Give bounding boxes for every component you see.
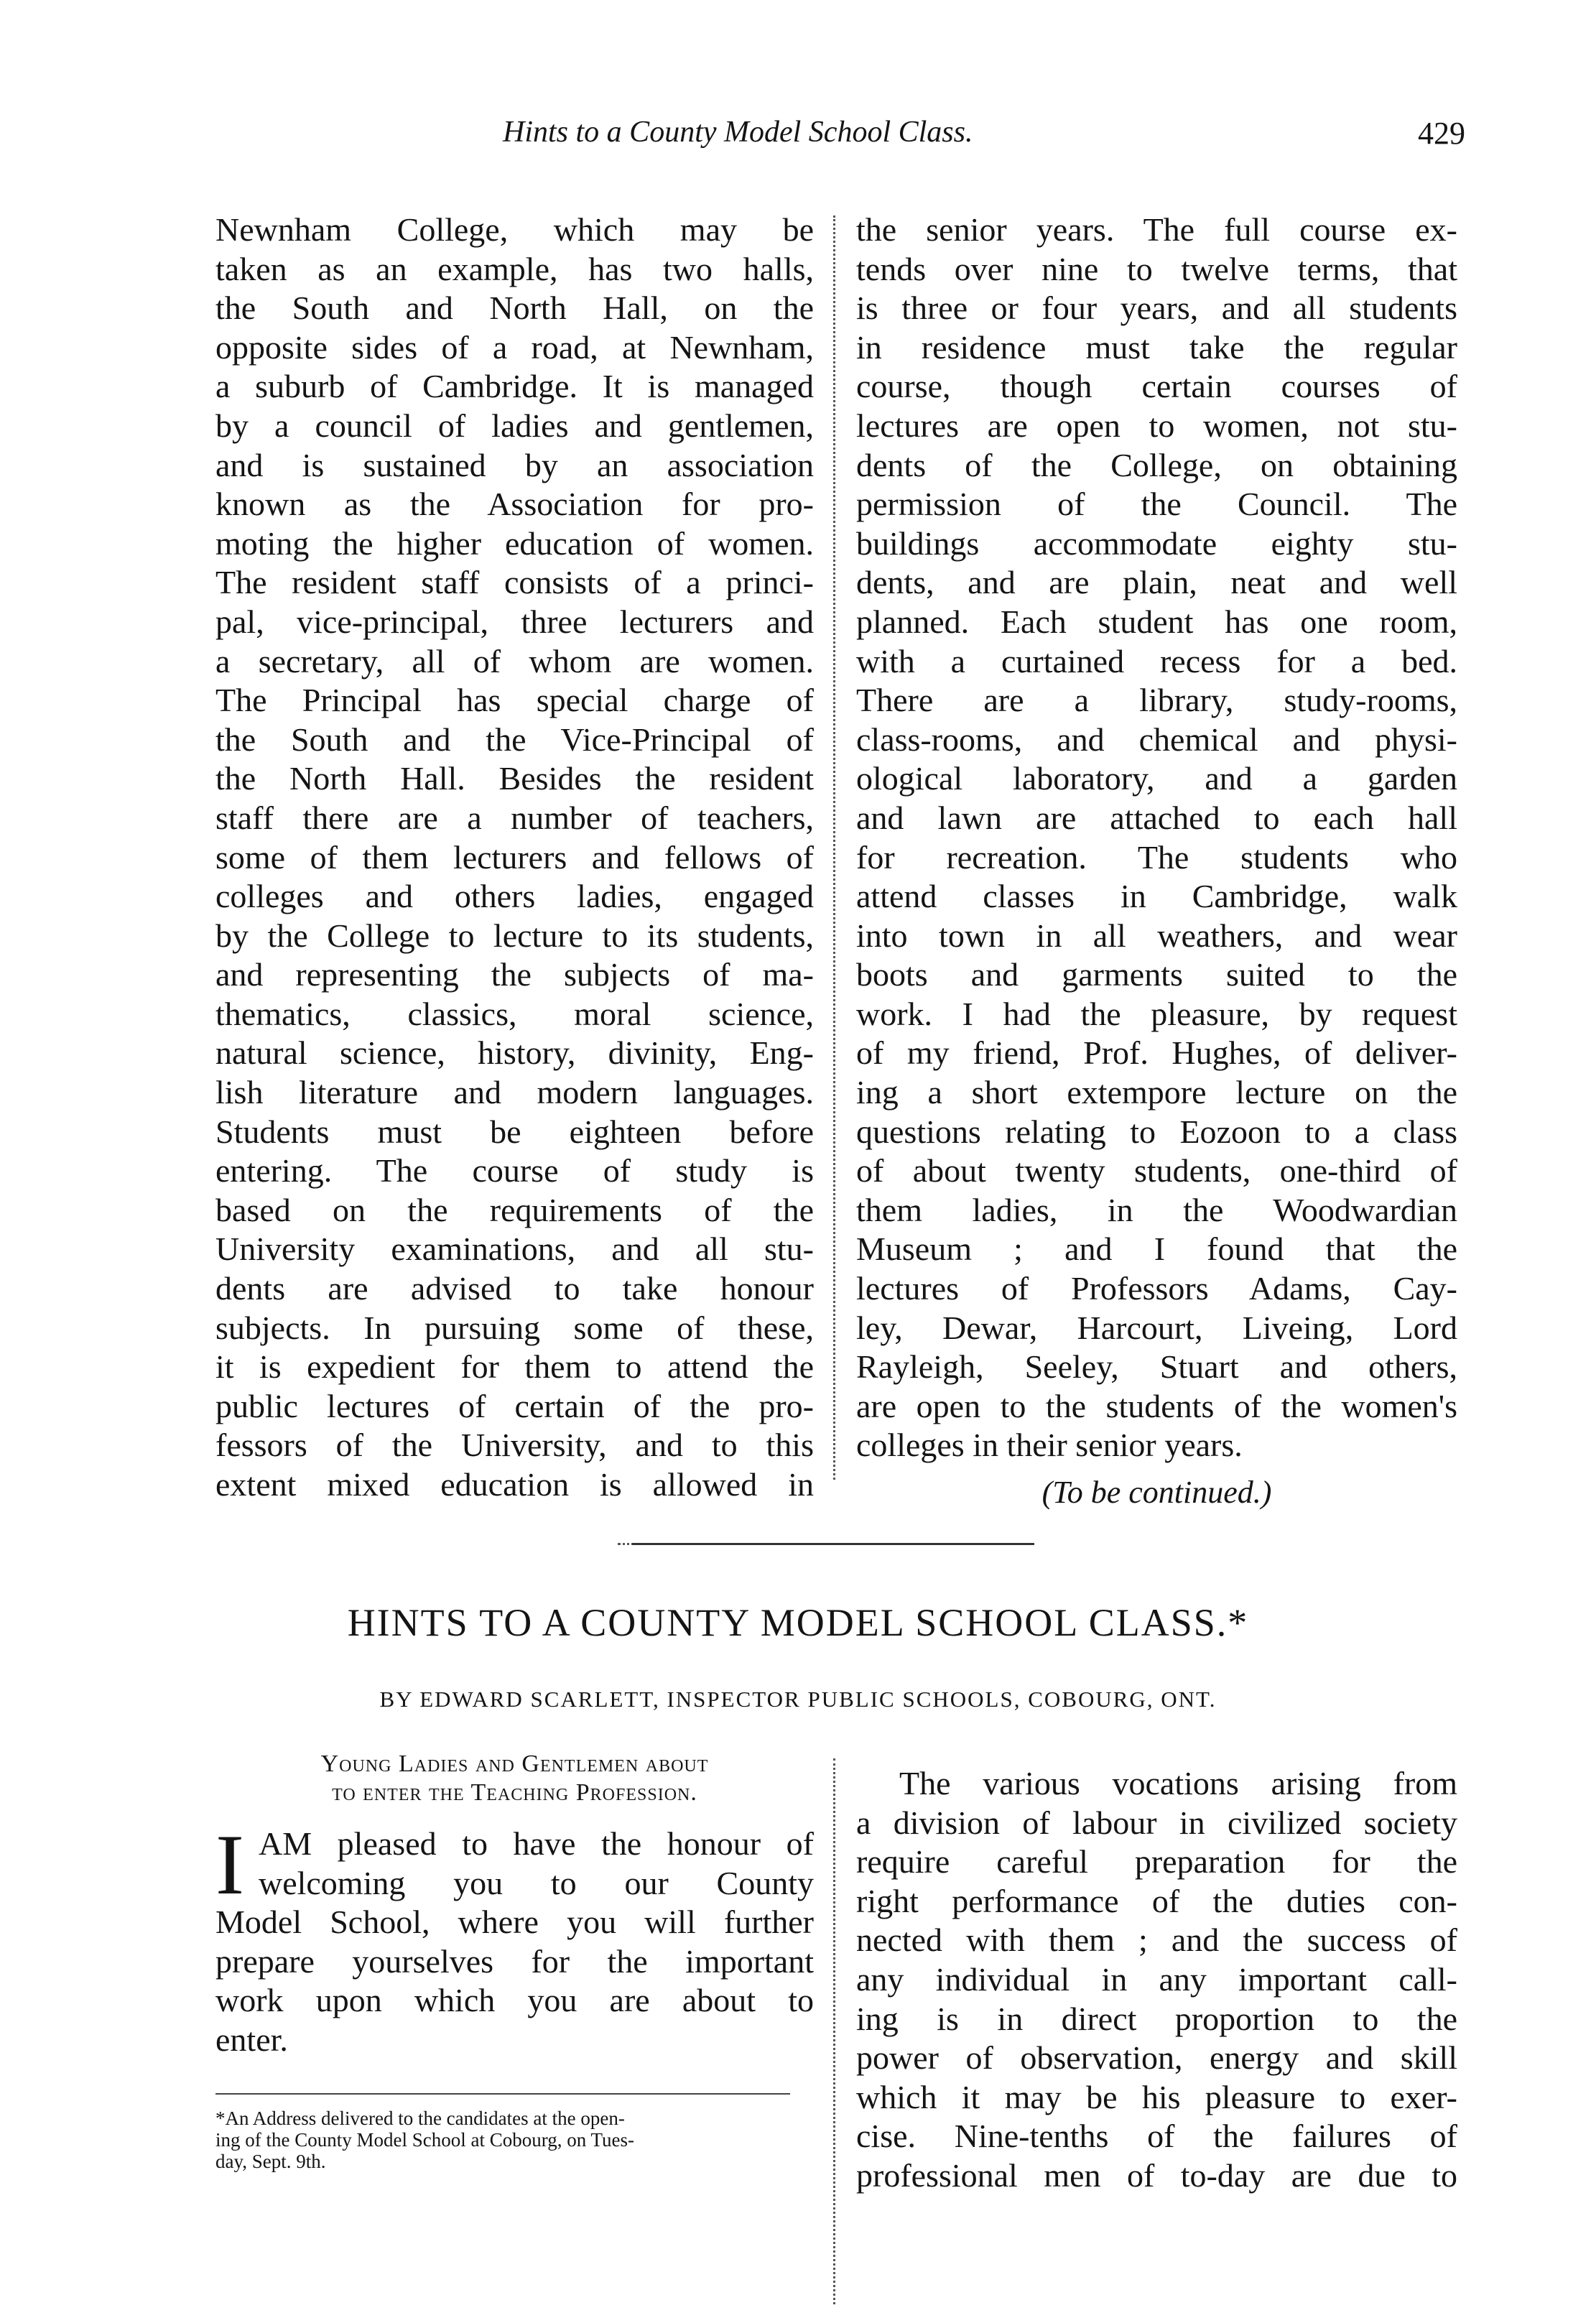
section-heading-line: to enter the Teaching Profession. [332,1779,697,1806]
article-byline: BY EDWARD SCARLETT, INSPECTOR PUBLIC SCHOOLS, COBOURG, ONT. [379,1687,1217,1712]
text-line: the North Hall. Besides the resident [215,760,814,797]
text-line: prepare yourselves for the important [215,1942,814,1980]
text-line: natural science, history, divinity, Eng- [215,1034,814,1072]
text-line: and is sustained by an association [215,446,814,483]
text-line: ological laboratory, and a garden [856,760,1457,797]
footnote-line: ing of the County Model School at Cobourg, on Tues- [215,2128,635,2151]
text-line: of my friend, Prof. Hughes, of deliver- [856,1034,1457,1072]
article-title: HINTS TO A COUNTY MODEL SCHOOL CLASS.* [347,1601,1249,1644]
text-line: thematics, classics, moral science, [215,995,814,1032]
text-line: welcoming you to our County [258,1864,814,1901]
to-be-continued: (To be continued.) [1041,1475,1272,1510]
footnote-line: *An Address delivered to the candidates at the open- [215,2107,625,2129]
text-line: dents of the College, on obtaining [856,446,1457,483]
text-line: the senior years. The full course ex- [856,211,1457,248]
text-line: enter. [215,2021,288,2058]
text-line: pal, vice-principal, three lecturers and [215,603,814,640]
top-right-column [856,210,1457,1511]
text-line: lectures of Professors Adams, Cay- [856,1270,1457,1307]
text-line: ing a short extempore lecture on the [856,1074,1457,1111]
opening-paragraph [215,1817,814,2060]
text-line: and lawn are attached to each hall [856,799,1457,836]
text-line: staff there are a number of teachers, [215,799,814,836]
bottom-left-column [215,1750,814,2172]
drop-cap: I [215,1817,244,1912]
text-line: planned. Each student has one room, [856,603,1457,640]
text-line: colleges and others ladies, engaged [215,878,814,915]
text-line: them ladies, in the Woodwardian [856,1191,1457,1228]
text-line: known as the Association for pro- [215,486,814,523]
page-number: 429 [1418,116,1465,151]
footnote-rule [215,2093,790,2095]
footnote-line: day, Sept. 9th. [215,2150,326,2172]
text-line: right performance of the duties con- [856,1882,1457,1919]
bottom-right-column [856,1764,1457,2196]
text-line: by the College to lecture to its students, [215,917,814,954]
text-line: based on the requirements of the [215,1191,814,1228]
column-divider [833,215,835,1480]
text-line: work upon which you are about to [215,1982,814,2019]
text-line: questions relating to Eozoon to a class [856,1113,1457,1150]
running-title: Hints to a County Model School Class. [503,116,973,149]
text-line: are open to the students of the women's [856,1387,1457,1424]
text-line: moting the higher education of women. [215,524,814,562]
text-line: the South and North Hall, on the [215,289,814,327]
text-line: boots and garments suited to the [856,956,1457,993]
footnote [215,2108,814,2172]
text-line: class-rooms, and chemical and physi- [856,720,1457,758]
text-line: it is expedient for them to attend the [215,1348,814,1386]
text-line: a secretary, all of whom are women. [215,642,814,680]
text-line: lectures are open to women, not stu- [856,407,1457,444]
text-line: lish literature and modern languages. [215,1074,814,1111]
text-line: Newnham College, which may be [215,211,814,248]
text-line: colleges in their senior years. [856,1427,1243,1464]
text-line: any individual in any important call- [856,1960,1457,1998]
section-heading [215,1750,814,1807]
text-line: dents, and are plain, neat and well [856,564,1457,601]
text-line: The resident staff consists of a princi- [215,564,814,601]
top-left-column [215,210,814,1505]
paragraph-newnham [215,210,814,1505]
text-line: buildings accommodate eighty stu- [856,524,1457,562]
text-line: The Principal has special charge of [215,682,814,719]
text-line: public lectures of certain of the pro- [215,1387,814,1424]
text-line: Rayleigh, Seeley, Stuart and others, [856,1348,1457,1386]
text-line: attend classes in Cambridge, walk [856,878,1457,915]
paragraph-vocations [856,1764,1457,2196]
text-line: ing is in direct proportion to the [856,2000,1457,2037]
text-line: extent mixed education is allowed in [215,1466,814,1503]
separator-rule [632,1543,1034,1545]
text-line: with a curtained recess for a bed. [856,642,1457,680]
text-line: require careful preparation for the [856,1843,1457,1881]
text-line: and representing the subjects of ma- [215,956,814,993]
column-divider [833,1758,835,2304]
text-line: a suburb of Cambridge. It is managed [215,368,814,405]
paragraph-senior-years [856,210,1457,1465]
text-line: The various vocations arising from [899,1765,1457,1802]
text-line: Model School, where you will further [215,1904,814,1941]
text-line: which it may be his pleasure to exer- [856,2078,1457,2115]
text-line: tends over nine to twelve terms, that [856,250,1457,287]
text-line: There are a library, study-rooms, [856,682,1457,719]
text-line: Museum ; and I found that the [856,1230,1457,1268]
text-line: taken as an example, has two halls, [215,250,814,287]
text-line: a division of labour in civilized society [856,1804,1457,1841]
text-line: power of observation, energy and skill [856,2039,1457,2077]
section-heading-line: Young Ladies and Gentlemen about [320,1751,709,1777]
text-line: entering. The course of study is [215,1152,814,1190]
text-line: nected with them ; and the success of [856,1921,1457,1959]
text-line: in residence must take the regular [856,328,1457,366]
text-line: opposite sides of a road, at Newnham, [215,328,814,366]
text-line: cise. Nine-tenths of the failures of [856,2118,1457,2155]
text-line: into town in all weathers, and wear [856,917,1457,954]
text-line: dents are advised to take honour [215,1270,814,1307]
text-line: for recreation. The students who [856,838,1457,876]
text-line: is three or four years, and all students [856,289,1457,327]
text-line: professional men of to-day are due to [856,2156,1457,2194]
text-line: by a council of ladies and gentlemen, [215,407,814,444]
text-line: ley, Dewar, Harcourt, Liveing, Lord [856,1309,1457,1346]
text-line: the South and the Vice-Principal of [215,720,814,758]
text-line: course, though certain courses of [856,368,1457,405]
text-line: of about twenty students, one-third of [856,1152,1457,1190]
text-line: fessors of the University, and to this [215,1427,814,1464]
running-header [215,108,1465,158]
text-line: permission of the Council. The [856,486,1457,523]
text-line: subjects. In pursuing some of these, [215,1309,814,1346]
text-line: Students must be eighteen before [215,1113,814,1150]
text-line: AM pleased to have the honour of [258,1825,814,1862]
text-line: work. I had the pleasure, by request [856,995,1457,1032]
text-line: some of them lecturers and fellows of [215,838,814,876]
text-line: University examinations, and all stu- [215,1230,814,1268]
